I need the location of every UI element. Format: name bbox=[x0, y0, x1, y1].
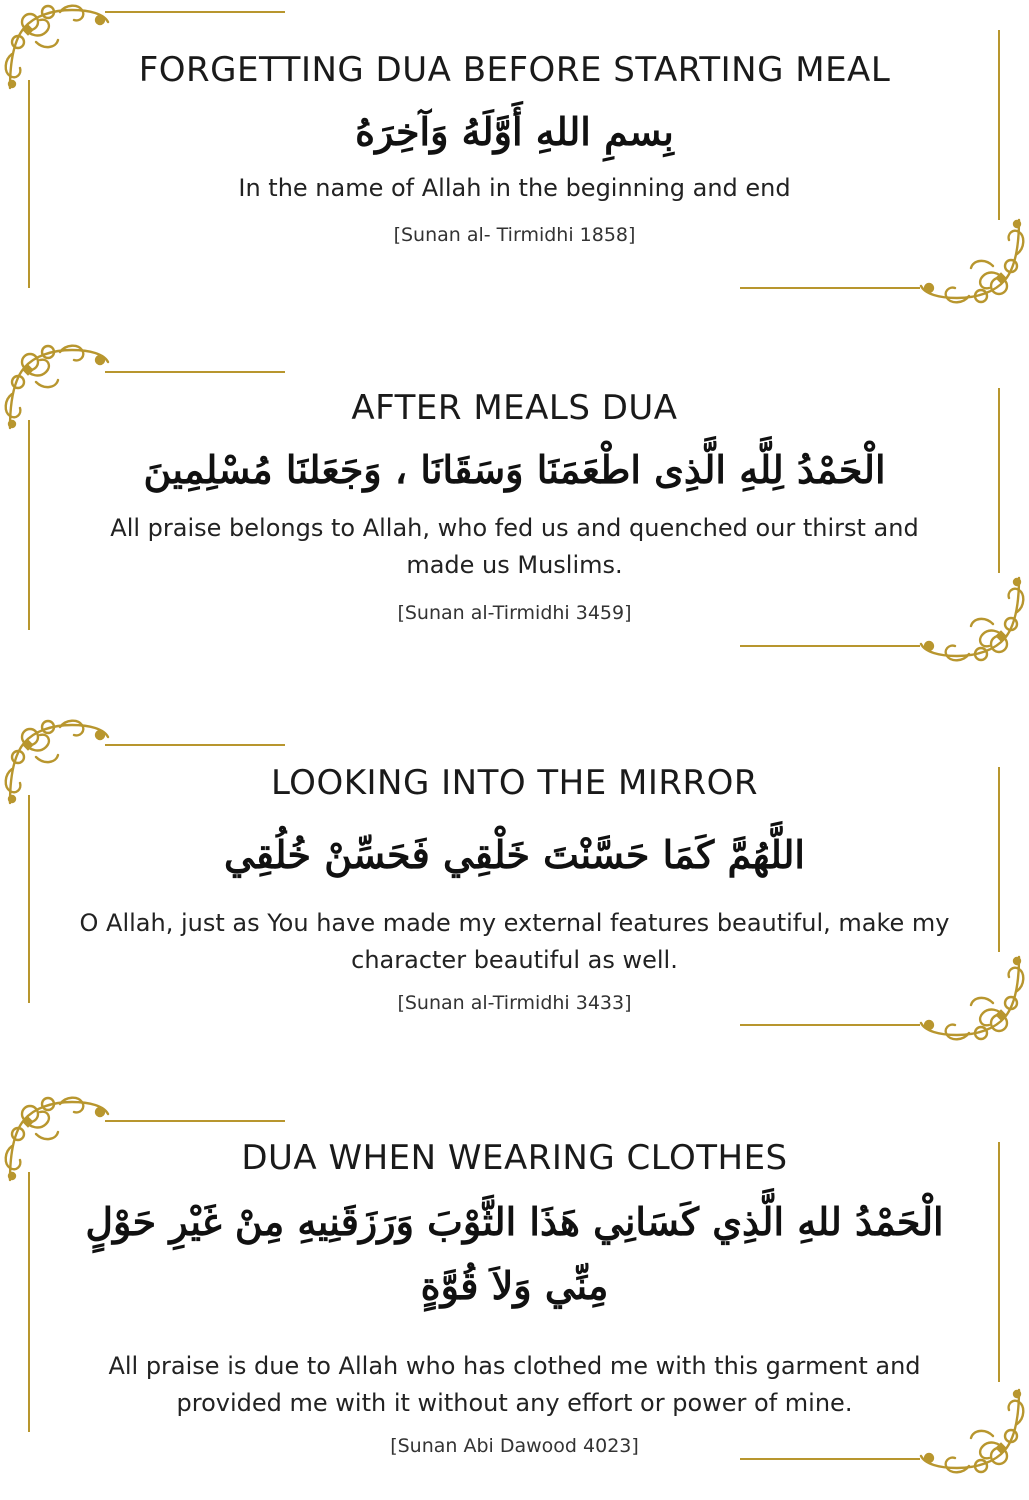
dua-card-after-meals bbox=[0, 340, 1029, 680]
frame-line-bottom bbox=[740, 645, 920, 647]
dua-arabic-text: بِسمِ اللهِ أَوَّلَهُ وَآخِرَهُ bbox=[355, 109, 674, 154]
dua-arabic-text: الْحَمْدُ للهِ الَّذِي كَسَانِي هَذَا الثَّوْبَ وَرَزَقَنِيهِ مِنْ غَيْرِ حَوْلٍ مِنِّي وَلاَ قُوَّةٍ bbox=[85, 1199, 944, 1308]
dua-card-mirror bbox=[0, 715, 1029, 1065]
frame-line-bottom bbox=[740, 1458, 920, 1460]
frame-line-top bbox=[105, 371, 285, 373]
dua-translation: All praise belongs to Allah, who fed us and quenched our thirst and made us Muslims. bbox=[110, 514, 919, 579]
dua-title: DUA WHEN WEARING CLOTHES bbox=[241, 1138, 788, 1178]
frame-line-left bbox=[28, 420, 30, 630]
frame-line-left bbox=[28, 1172, 30, 1432]
dua-arabic-text: الْحَمْدُ لِلَّهِ الَّذِى اطْعَمَنَا وَسَقَانَا ، وَجَعَلنَا مُسْلِمِينَ bbox=[143, 447, 886, 492]
dua-title: LOOKING INTO THE MIRROR bbox=[270, 763, 759, 803]
dua-translation: All praise is due to Allah who has clothed me with this garment and provided me with it without any effort or power of mine. bbox=[108, 1352, 921, 1417]
dua-source: [Sunan Abi Dawood 4023] bbox=[390, 1435, 639, 1457]
dua-source: [Sunan al- Tirmidhi 1858] bbox=[393, 224, 636, 246]
frame-line-top bbox=[105, 1120, 285, 1122]
dua-card-clothes bbox=[0, 1092, 1029, 1500]
frame-line-left bbox=[28, 795, 30, 1003]
dua-translation: O Allah, just as You have made my external features beautiful, make my character beautiful as well. bbox=[79, 909, 950, 974]
frame-line-bottom bbox=[740, 287, 920, 289]
dua-arabic-text: اللَّهُمَّ كَمَا حَسَّنْتَ خَلْقِي فَحَسِّنْ خُلُقِي bbox=[224, 832, 805, 877]
frame-line-right bbox=[998, 1142, 1000, 1382]
dua-card-forgetting bbox=[0, 0, 1029, 320]
frame-line-top bbox=[105, 744, 285, 746]
dua-source: [Sunan al-Tirmidhi 3459] bbox=[397, 602, 632, 624]
dua-title: FORGETTING DUA BEFORE STARTING MEAL bbox=[138, 50, 891, 90]
frame-line-top bbox=[105, 11, 285, 13]
dua-title: AFTER MEALS DUA bbox=[351, 388, 678, 428]
frame-line-bottom bbox=[740, 1024, 920, 1026]
dua-source: [Sunan al-Tirmidhi 3433] bbox=[397, 992, 632, 1014]
frame-line-left bbox=[28, 80, 30, 288]
dua-translation: In the name of Allah in the beginning and end bbox=[238, 174, 791, 202]
